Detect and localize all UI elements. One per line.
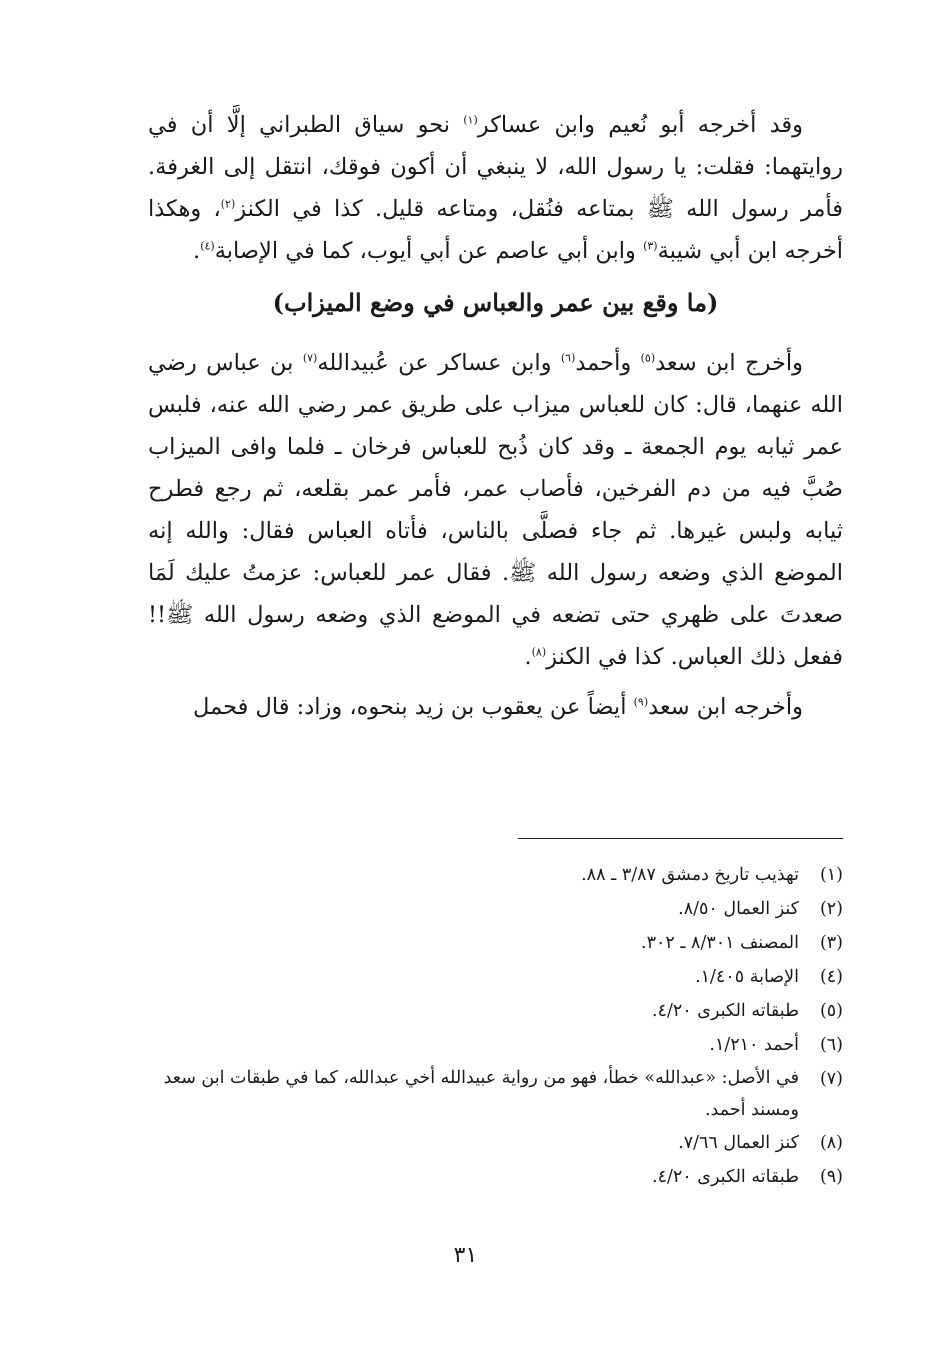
footnote-number: (٦) — [819, 1035, 843, 1055]
footnote-5 — [143, 994, 843, 1028]
footnote-ref-5[interactable]: (٥) — [640, 351, 656, 365]
text-run: وأخرج ابن سعد — [655, 350, 803, 376]
footnote-9 — [143, 1160, 843, 1194]
text-run: ، وهكذا أخرجه ابن أبي شيبة — [148, 196, 843, 264]
footnote-ref-4[interactable]: (٤) — [200, 239, 215, 253]
section-heading: (ما وقع بين عمر والعباس في وضع الميزاب) — [272, 288, 719, 317]
footnote-number: (٥) — [819, 1001, 843, 1021]
footnote-ref-7[interactable]: (٧) — [302, 351, 318, 365]
footnote-number: (٨) — [819, 1133, 843, 1153]
text-run: وأخرجه ابن سعد — [648, 694, 803, 720]
text-run: نحو سياق الطبراني إلَّا أن في روايتهما: فقلت: يا رسول الله، لا ينبغي أن أكون فوقك، انتقل إلى الغرفة. فأمر رسول الله ﷺ بمتاعه فنُقل، ومتاعه قليل. كذا في الكنز — [148, 112, 843, 222]
footnote-ref-9[interactable]: (٩) — [633, 695, 649, 709]
footnote-text: أحمد ١/٢١٠. — [709, 1035, 799, 1055]
text-run: وابن أبي عاصم عن أبي أيوب، كما في الإصابة — [214, 238, 644, 264]
text-run: وابن عساكر عن عُبيدالله — [317, 350, 561, 376]
footnote-divider — [518, 838, 843, 839]
footnote-1 — [143, 858, 843, 892]
footnote-number: (٧) — [819, 1069, 843, 1089]
text-run: وأحمد — [575, 350, 641, 376]
footnote-text: المصنف ٨/٣٠١ ـ ٣٠٢. — [641, 933, 799, 953]
footnotes-list — [143, 858, 843, 1194]
footnote-text: الإصابة ١/٤٠٥. — [695, 967, 799, 987]
footnote-text: كنز العمال ٨/٥٠. — [678, 899, 799, 919]
paragraph-1 — [148, 104, 843, 272]
footnote-6 — [143, 1028, 843, 1062]
text-run: وقد أخرجه أبو نُعيم وابن عساكر — [477, 112, 803, 138]
footnote-ref-2[interactable]: (٢) — [220, 197, 236, 211]
footnote-text: تهذيب تاريخ دمشق ٣/٨٧ ـ ٨٨. — [581, 865, 799, 885]
footnote-number: (١) — [819, 865, 843, 885]
footnote-text: طبقاته الكبرى ٤/٢٠. — [652, 1001, 799, 1021]
footnote-number: (٢) — [819, 899, 843, 919]
footnote-2 — [143, 892, 843, 926]
paragraph-3 — [148, 686, 843, 728]
text-run: بن عباس رضي الله عنهما، قال: كان للعباس ميزاب على طريق عمر رضي الله عنه، فلبس عمر ثيابه يوم الجمعة ـ وقد كان ذُبح للعباس فرخان ـ فلما وافى الميزاب صُبَّ فيه من دم الفرخين، فأصاب عمر، فأمر عمر بقلعه، ثم رجع فطرح ثيابه ولبس غيرها. ثم جاء فصلَّى بالناس، فأتاه العباس فقال: والله إنه الموضع الذي وضعه رسول الله ﷺ. فقال عمر للعباس: عزمتُ عليك لَمَا صعدتَ على ظهري حتى تضعه في الموضع الذي وضعه رسول الله ﷺ!! ففعل ذلك العباس. كذا في الكنز — [148, 350, 843, 670]
paragraph-2 — [148, 342, 843, 678]
main-text — [148, 104, 843, 728]
footnote-ref-8[interactable]: (٨) — [531, 645, 547, 659]
footnote-text: طبقاته الكبرى ٤/٢٠. — [652, 1167, 799, 1187]
text-run: أيضاً عن يعقوب بن زيد بنحوه، وزاد: قال فحمل — [193, 694, 634, 720]
footnote-number: (٤) — [819, 967, 843, 987]
footnote-ref-6[interactable]: (٦) — [560, 351, 576, 365]
page-number: ٣١ — [453, 1243, 478, 1268]
footnote-3 — [143, 926, 843, 960]
text-run: . — [193, 238, 201, 264]
text-run: . — [524, 644, 532, 670]
footnote-ref-3[interactable]: (٣) — [643, 239, 658, 253]
footnote-text: كنز العمال ٧/٦٦. — [678, 1133, 799, 1153]
footnote-7 — [143, 1062, 843, 1126]
footnote-4 — [143, 960, 843, 994]
footnote-number: (٣) — [819, 933, 843, 953]
footnote-number: (٩) — [819, 1167, 843, 1187]
footnote-text: في الأصل: «عبدالله» خطأ، فهو من رواية عبيدالله أخي عبدالله، كما في طبقات ابن سعد ومسند أحمد. — [163, 1068, 799, 1120]
footnote-8 — [143, 1126, 843, 1160]
footnote-ref-1[interactable]: (١) — [463, 113, 478, 127]
